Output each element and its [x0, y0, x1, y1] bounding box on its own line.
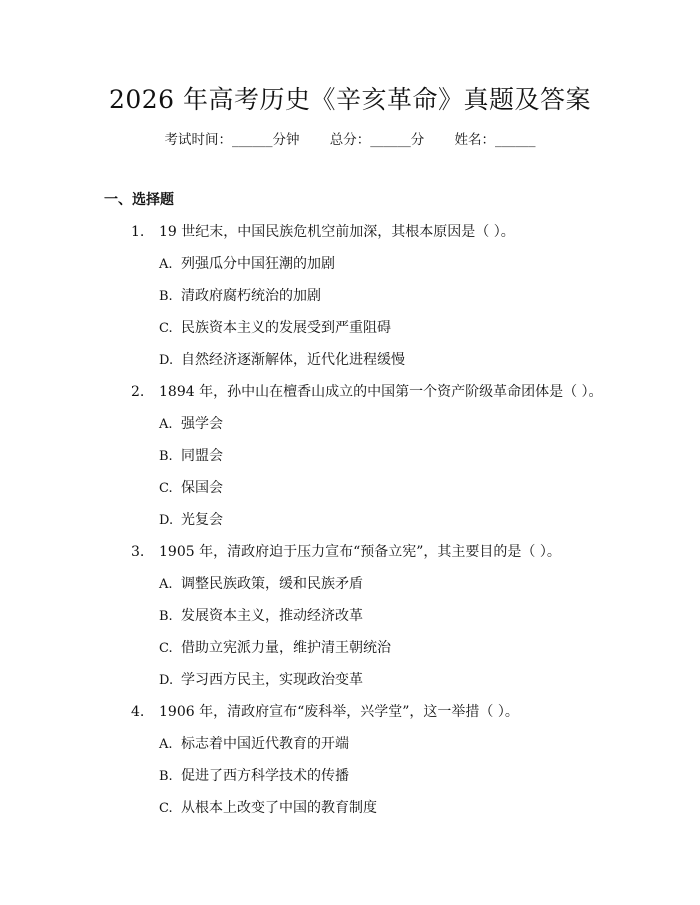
exam-info-line — [0, 131, 700, 149]
question-text: 1906 年，清政府宣布“废科举，兴学堂”，这一举措（ ）。 — [159, 704, 519, 720]
question-number: 3. — [131, 544, 145, 560]
option-text: 标志着中国近代教育的开端 — [181, 736, 349, 752]
question-2-option-a — [159, 414, 223, 435]
option-text: 保国会 — [181, 480, 223, 496]
question-2-option-d — [159, 510, 223, 531]
option-letter: B. — [159, 609, 173, 624]
option-text: 清政府腐朽统治的加剧 — [181, 288, 321, 304]
option-letter: D. — [159, 353, 174, 368]
option-letter: A. — [159, 737, 173, 752]
question-text: 1894 年，孙中山在檀香山成立的中国第一个资产阶级革命团体是（ ）。 — [159, 384, 603, 400]
option-text: 强学会 — [181, 416, 223, 432]
question-3-option-c — [159, 638, 391, 659]
exam-time-field: 考试时间：______分钟 — [164, 132, 300, 148]
question-3-stem — [131, 542, 561, 562]
option-text: 从根本上改变了中国的教育制度 — [181, 800, 377, 816]
option-letter: B. — [159, 289, 173, 304]
option-letter: B. — [159, 449, 173, 464]
option-text: 借助立宪派力量，维护清王朝统治 — [181, 640, 391, 656]
option-letter: A. — [159, 257, 173, 272]
option-letter: C. — [159, 641, 173, 656]
question-4-stem — [131, 702, 519, 722]
question-3-option-a — [159, 574, 363, 595]
option-letter: A. — [159, 417, 173, 432]
option-text: 调整民族政策，缓和民族矛盾 — [181, 576, 363, 592]
question-text: 19 世纪末，中国民族危机空前加深，其根本原因是（ ）。 — [159, 224, 515, 240]
question-number: 1. — [131, 224, 145, 240]
question-4-option-c — [159, 798, 377, 819]
option-letter: C. — [159, 321, 173, 336]
question-1-stem — [131, 222, 515, 242]
option-text: 自然经济逐渐解体，近代化进程缓慢 — [181, 352, 405, 368]
question-number: 2. — [131, 384, 145, 400]
question-4-option-a — [159, 734, 349, 755]
question-2-option-c — [159, 478, 223, 499]
question-text: 1905 年，清政府迫于压力宣布“预备立宪”，其主要目的是（ ）。 — [159, 544, 561, 560]
question-1-option-b — [159, 286, 321, 307]
option-letter: B. — [159, 769, 173, 784]
option-letter: C. — [159, 481, 173, 496]
student-name-field: 姓名：______ — [454, 132, 536, 148]
document-title: 2026 年高考历史《辛亥革命》真题及答案 — [108, 85, 592, 114]
option-letter: A. — [159, 577, 173, 592]
question-2-stem — [131, 382, 603, 402]
question-4-option-b — [159, 766, 349, 787]
option-text: 同盟会 — [181, 448, 223, 464]
section-heading: 一、选择题 — [104, 192, 174, 208]
option-letter: D. — [159, 513, 174, 528]
option-text: 民族资本主义的发展受到严重阻碍 — [181, 320, 391, 336]
question-1-option-c — [159, 318, 391, 339]
total-score-field: 总分：______分 — [329, 132, 425, 148]
option-text: 列强瓜分中国狂潮的加剧 — [181, 256, 335, 272]
option-text: 发展资本主义，推动经济改革 — [181, 608, 363, 624]
option-text: 促进了西方科学技术的传播 — [181, 768, 349, 784]
question-number: 4. — [131, 704, 145, 720]
option-text: 学习西方民主，实现政治变革 — [181, 672, 363, 688]
question-1-option-d — [159, 350, 405, 371]
option-letter: C. — [159, 801, 173, 816]
question-2-option-b — [159, 446, 223, 467]
option-letter: D. — [159, 673, 174, 688]
question-3-option-d — [159, 670, 363, 691]
option-text: 光复会 — [181, 512, 223, 528]
question-3-option-b — [159, 606, 363, 627]
question-1-option-a — [159, 254, 335, 275]
